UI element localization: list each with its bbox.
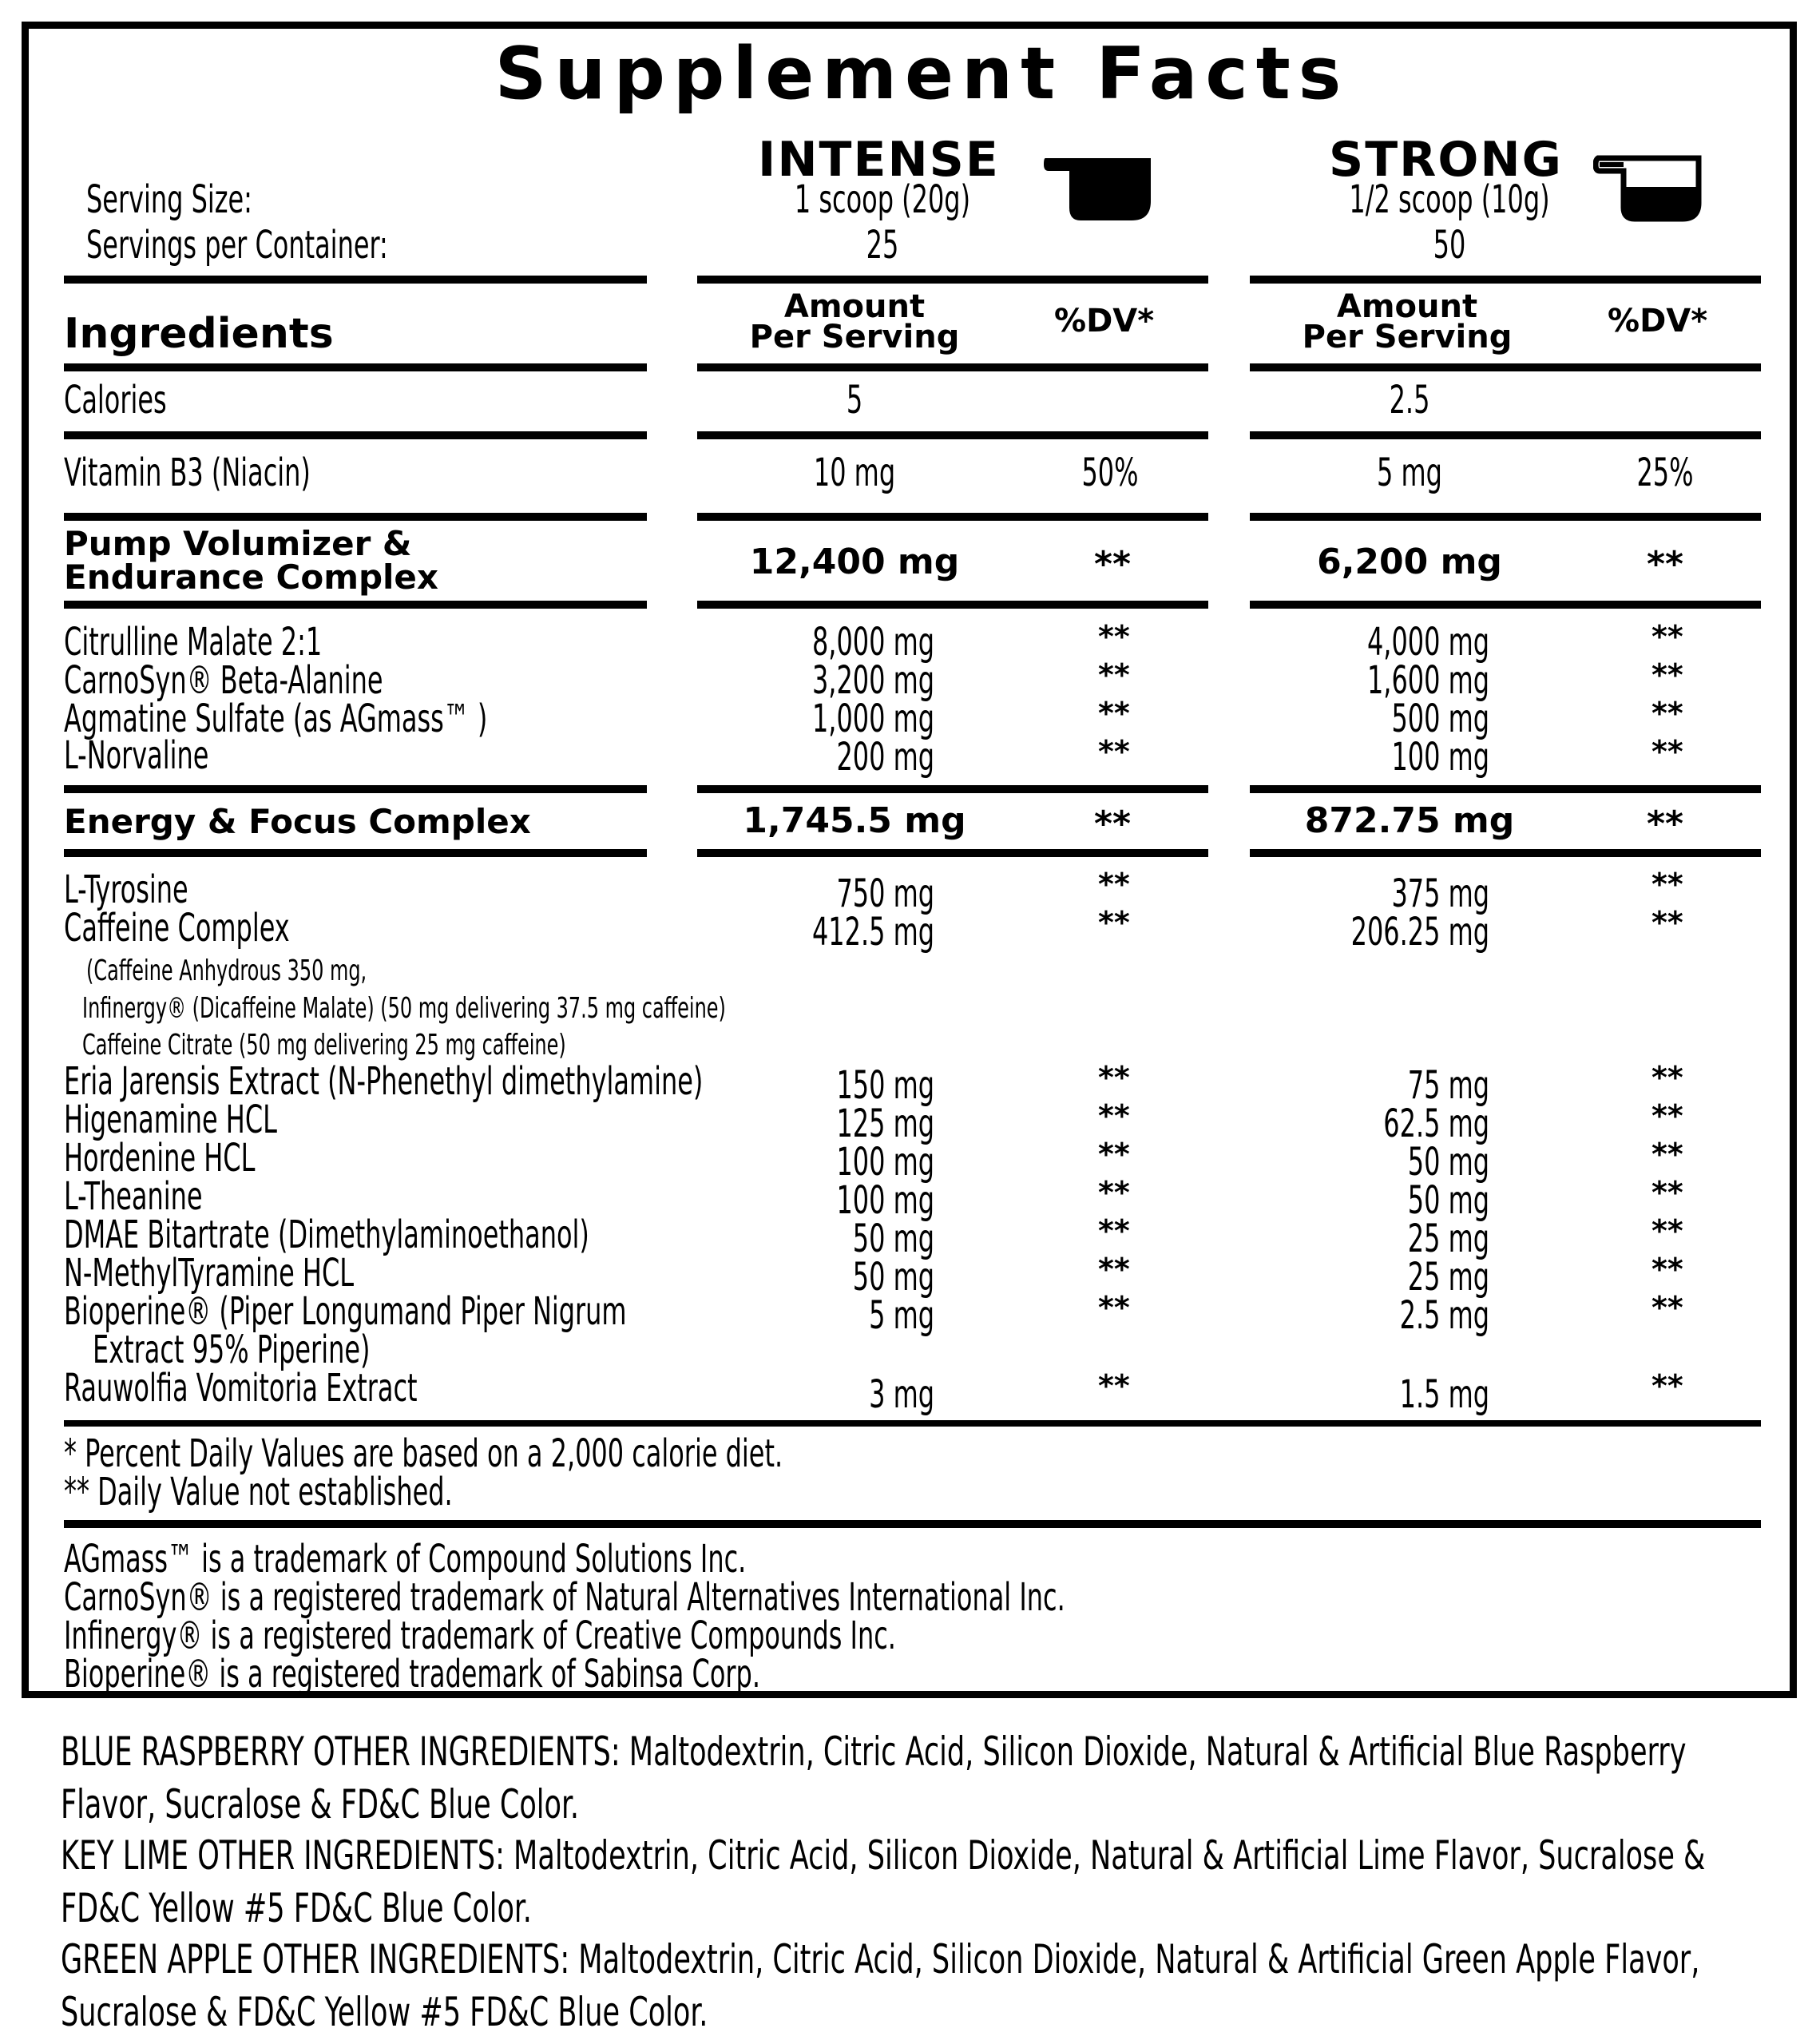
rule [697, 431, 1208, 439]
energy-complex-label: Energy & Focus Complex [64, 802, 531, 841]
rule [64, 1420, 1761, 1427]
ingredient-intense: 3,200 mg [811, 658, 934, 703]
ingredient-name: L-Norvaline [64, 733, 209, 778]
ingredient-intense: 8,000 mg [811, 620, 934, 665]
vitamin-b3-strong-amount: 5 mg [1377, 450, 1442, 495]
ingredient-strong: 1.5 mg [1399, 1372, 1489, 1417]
ingredient-intense: 750 mg [836, 871, 934, 916]
energy-complex-strong: 872.75 mg [1304, 800, 1515, 841]
ingredient-intense: 5 mg [869, 1293, 934, 1338]
rule [697, 363, 1208, 371]
ingredient-intense-dv: ** [1098, 867, 1130, 902]
ingredient-name: N-MethylTyramine HCL [64, 1251, 355, 1296]
ingredient-strong: 25 mg [1407, 1255, 1489, 1300]
ingredient-strong-dv: ** [1651, 1060, 1683, 1095]
ingredient-strong: 25 mg [1407, 1216, 1489, 1261]
ingredient-strong: 206.25 mg [1350, 910, 1489, 955]
ingredient-strong-dv: ** [1651, 734, 1683, 769]
ingredient-name: L-Theanine [64, 1174, 203, 1219]
rule [64, 363, 647, 371]
intense-serving-size: 1 scoop (20g) [794, 177, 971, 222]
rule [64, 601, 647, 609]
ingredient-strong-dv: ** [1651, 657, 1683, 693]
rule [1250, 431, 1761, 439]
ingredient-strong: 375 mg [1391, 871, 1489, 916]
ingredient-intense-dv: ** [1098, 905, 1130, 940]
trademark-note: Bioperine® is a registered trademark of Sabinsa Corp. [64, 1652, 760, 1697]
ingredient-intense: 150 mg [836, 1063, 934, 1108]
ingredient-intense: 125 mg [836, 1101, 934, 1146]
trademark-note: Infinergy® is a registered trademark of Creative Compounds Inc. [64, 1613, 896, 1658]
bioperine-line-2: Extract 95% Piperine) [93, 1328, 371, 1372]
ingredient-strong-dv: ** [1651, 619, 1683, 654]
ingredient-intense-dv: ** [1098, 657, 1130, 693]
pump-complex-intense: 12,400 mg [749, 542, 960, 582]
rule [64, 276, 647, 284]
footnote: ** Daily Value not established. [64, 1470, 453, 1514]
ingredient-intense-dv: ** [1098, 1368, 1130, 1403]
ingredient-name: Hordenine HCL [64, 1136, 256, 1181]
ingredient-intense: 3 mg [869, 1372, 934, 1417]
pump-complex-label: Pump Volumizer & Endurance Complex [64, 524, 438, 597]
calories-strong: 2.5 [1389, 378, 1430, 423]
pump-complex-strong-dv: ** [1647, 544, 1684, 585]
ingredient-strong: 100 mg [1391, 735, 1489, 780]
calories-intense: 5 [846, 378, 863, 423]
strong-amount-header: Amount Per Serving [1302, 288, 1513, 355]
ingredient-name: Bioperine® (Piper Longumand Piper Nigrum [64, 1289, 627, 1334]
caffeine-sub-line: Infinergy® (Dicaffeine Malate) (50 mg delivering 37.5 mg caffeine) [82, 992, 726, 1025]
ingredient-intense: 100 mg [836, 1178, 934, 1223]
ingredient-strong-dv: ** [1651, 1175, 1683, 1210]
intense-dv-header: %DV* [1054, 303, 1155, 339]
rule [697, 849, 1208, 857]
ingredient-intense-dv: ** [1098, 1252, 1130, 1287]
vitamin-b3-label: Vitamin B3 (Niacin) [64, 450, 311, 495]
strong-label: STRONG [1329, 132, 1563, 188]
ingredient-name: Rauwolfia Vomitoria Extract [64, 1366, 418, 1411]
intense-label: INTENSE [758, 132, 1000, 188]
vitamin-b3-intense-dv: 50% [1081, 450, 1139, 495]
ingredient-intense-dv: ** [1098, 696, 1130, 731]
ingredient-strong-dv: ** [1651, 1137, 1683, 1172]
ingredient-strong: 50 mg [1407, 1140, 1489, 1185]
rule [64, 513, 647, 521]
caffeine-sub-line: Caffeine Citrate (50 mg delivering 25 mg caffeine) [82, 1029, 566, 1062]
ingredient-intense-dv: ** [1098, 1060, 1130, 1095]
ingredients-header: Ingredients [64, 310, 334, 358]
ingredient-intense: 100 mg [836, 1140, 934, 1185]
rule [64, 849, 647, 857]
ingredient-intense-dv: ** [1098, 1213, 1130, 1248]
rule [1250, 513, 1761, 521]
ingredient-intense-dv: ** [1098, 619, 1130, 654]
half-scoop-icon [1593, 152, 1705, 224]
rule [697, 785, 1208, 793]
ingredient-strong-dv: ** [1651, 696, 1683, 731]
rule [64, 1520, 1761, 1528]
ingredient-strong-dv: ** [1651, 905, 1683, 940]
rule [64, 431, 647, 439]
ingredient-name: Citrulline Malate 2:1 [64, 620, 323, 665]
ingredient-strong: 500 mg [1391, 697, 1489, 741]
energy-complex-intense: 1,745.5 mg [743, 800, 966, 841]
energy-complex-strong-dv: ** [1647, 804, 1684, 844]
footnote: * Percent Daily Values are based on a 2,000 calorie diet. [64, 1431, 783, 1476]
ingredient-intense: 1,000 mg [811, 697, 934, 741]
calories-label: Calories [64, 378, 167, 423]
ingredient-strong-dv: ** [1651, 1098, 1683, 1133]
serving-size-label: Serving Size: [86, 177, 252, 222]
page-title: Supplement Facts [494, 32, 1350, 116]
rule [64, 785, 647, 793]
rule [1250, 849, 1761, 857]
ingredient-name: CarnoSyn® Beta-Alanine [64, 658, 383, 703]
vitamin-b3-strong-dv: 25% [1636, 450, 1694, 495]
ingredient-intense: 50 mg [852, 1216, 934, 1261]
servings-per-container-label: Servings per Container: [86, 223, 388, 268]
ingredient-intense-dv: ** [1098, 1137, 1130, 1172]
ingredient-strong: 4,000 mg [1366, 620, 1489, 665]
rule [697, 601, 1208, 609]
other-ingredients-green-apple: GREEN APPLE OTHER INGREDIENTS: Maltodextrin, Citric Acid, Silicon Dioxide, Natural & Artificial Green Apple Flavor, Sucralose & FD&C Yellow #5 FD&C Blue Color. [61, 1936, 1700, 2035]
ingredient-strong-dv: ** [1651, 1213, 1683, 1248]
rule [1250, 363, 1761, 371]
ingredient-strong-dv: ** [1651, 1252, 1683, 1287]
intense-servings-count: 25 [866, 223, 899, 268]
ingredient-strong: 50 mg [1407, 1178, 1489, 1223]
caffeine-sub-line: (Caffeine Anhydrous 350 mg, [86, 955, 367, 987]
trademark-note: CarnoSyn® is a registered trademark of Natural Alternatives International Inc. [64, 1575, 1065, 1620]
strong-dv-header: %DV* [1608, 303, 1708, 339]
ingredient-name: Eria Jarensis Extract (N-Phenethyl dimethylamine) [64, 1059, 704, 1104]
energy-complex-intense-dv: ** [1094, 804, 1132, 844]
ingredient-strong: 75 mg [1407, 1063, 1489, 1108]
rule [697, 513, 1208, 521]
rule [1250, 276, 1761, 284]
ingredient-name: L-Tyrosine [64, 867, 188, 912]
vitamin-b3-intense-amount: 10 mg [813, 450, 896, 495]
ingredient-intense: 412.5 mg [811, 910, 934, 955]
ingredient-intense-dv: ** [1098, 1098, 1130, 1133]
ingredient-intense-dv: ** [1098, 734, 1130, 769]
ingredient-intense: 200 mg [836, 735, 934, 780]
ingredient-intense: 50 mg [852, 1255, 934, 1300]
trademark-note: AGmass™ is a trademark of Compound Solutions Inc. [64, 1537, 747, 1582]
pump-complex-intense-dv: ** [1094, 544, 1132, 585]
ingredient-strong-dv: ** [1651, 1368, 1683, 1403]
rule [1250, 601, 1761, 609]
other-ingredients-key-lime: KEY LIME OTHER INGREDIENTS: Maltodextrin, Citric Acid, Silicon Dioxide, Natural & Artificial Lime Flavor, Sucralose & FD&C Yellow #5 FD&C Blue Color. [61, 1832, 1706, 1931]
ingredient-strong-dv: ** [1651, 867, 1683, 902]
full-scoop-icon [1042, 152, 1154, 224]
ingredient-name: Agmatine Sulfate (as AGmass™ ) [64, 697, 488, 741]
other-ingredients-blue-raspberry: BLUE RASPBERRY OTHER INGREDIENTS: Maltodextrin, Citric Acid, Silicon Dioxide, Natural & Artificial Blue Raspberry Flavor, Sucralose & FD&C Blue Color. [61, 1728, 1687, 1828]
ingredient-strong-dv: ** [1651, 1290, 1683, 1325]
intense-amount-header: Amount Per Serving [749, 288, 960, 355]
rule [697, 276, 1208, 284]
strong-servings-count: 50 [1433, 223, 1466, 268]
strong-serving-size: 1/2 scoop (10g) [1349, 177, 1550, 222]
ingredient-strong: 62.5 mg [1383, 1101, 1489, 1146]
pump-complex-strong: 6,200 mg [1317, 542, 1502, 582]
ingredient-name: Caffeine Complex [64, 906, 290, 951]
rule [1250, 785, 1761, 793]
ingredient-name: Higenamine HCL [64, 1097, 277, 1142]
ingredient-intense-dv: ** [1098, 1175, 1130, 1210]
ingredient-strong: 1,600 mg [1366, 658, 1489, 703]
ingredient-name: DMAE Bitartrate (Dimethylaminoethanol) [64, 1213, 589, 1257]
ingredient-intense-dv: ** [1098, 1290, 1130, 1325]
ingredient-strong: 2.5 mg [1399, 1293, 1489, 1338]
